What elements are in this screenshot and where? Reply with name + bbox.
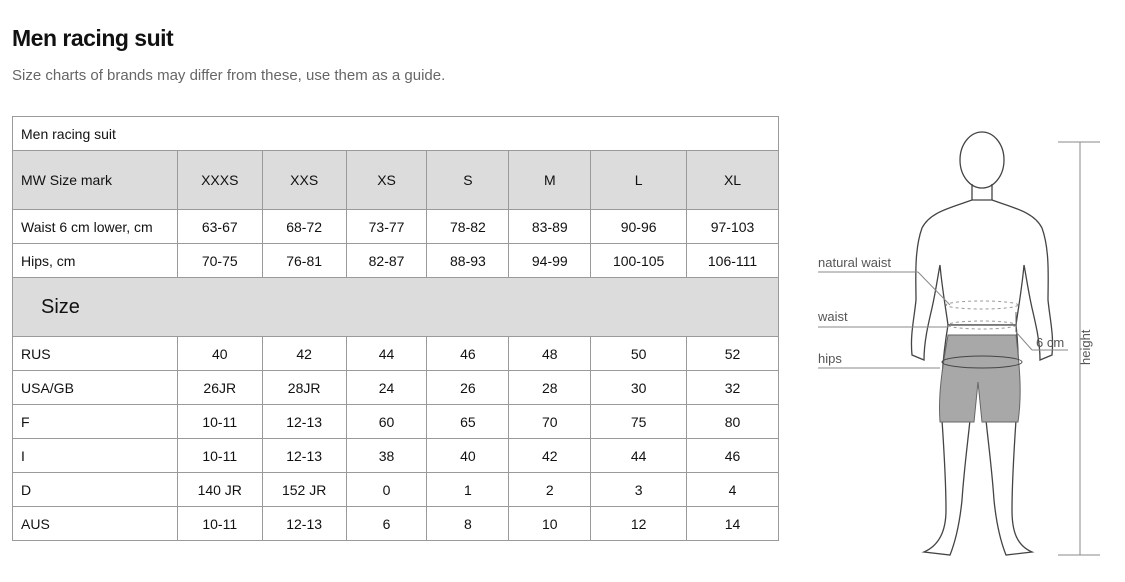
table-cell: 75 — [591, 405, 687, 439]
table-cell: 90-96 — [591, 210, 687, 244]
size-mark-cell: M — [509, 151, 591, 210]
table-cell: 0 — [346, 473, 427, 507]
table-cell: 46 — [427, 337, 509, 371]
table-cell: 8 — [427, 507, 509, 541]
size-mark-cell: XL — [687, 151, 779, 210]
table-cell: 44 — [591, 439, 687, 473]
table-row — [13, 473, 779, 507]
table-caption: Men racing suit — [13, 117, 779, 151]
table-cell: 50 — [591, 337, 687, 371]
table-cell: 24 — [346, 371, 427, 405]
body-measurement-figure — [800, 120, 1120, 580]
table-row — [13, 439, 779, 473]
table-cell: 2 — [509, 473, 591, 507]
table-cell: 6 — [346, 507, 427, 541]
table-cell: 97-103 — [687, 210, 779, 244]
table-cell: 82-87 — [346, 244, 427, 278]
table-row — [13, 337, 779, 371]
table-cell: 68-72 — [262, 210, 346, 244]
table-caption-row — [13, 117, 779, 151]
row-label: RUS — [13, 337, 178, 371]
row-label: F — [13, 405, 178, 439]
table-cell: 10-11 — [177, 439, 262, 473]
table-cell: 10-11 — [177, 405, 262, 439]
table-cell: 48 — [509, 337, 591, 371]
table-cell: 42 — [262, 337, 346, 371]
table-cell: 40 — [177, 337, 262, 371]
size-mark-header-label: MW Size mark — [13, 151, 178, 210]
table-cell: 78-82 — [427, 210, 509, 244]
hips-label: hips — [818, 351, 842, 366]
row-label: AUS — [13, 507, 178, 541]
size-chart-table — [12, 116, 779, 541]
table-cell: 76-81 — [262, 244, 346, 278]
table-cell: 70 — [509, 405, 591, 439]
table-cell: 60 — [346, 405, 427, 439]
table-cell: 70-75 — [177, 244, 262, 278]
size-mark-header-row — [13, 151, 779, 210]
size-mark-cell: L — [591, 151, 687, 210]
table-cell: 42 — [509, 439, 591, 473]
table-cell: 65 — [427, 405, 509, 439]
table-cell: 106-111 — [687, 244, 779, 278]
table-cell: 3 — [591, 473, 687, 507]
table-cell: 152 JR — [262, 473, 346, 507]
table-row — [13, 244, 779, 278]
table-cell: 12-13 — [262, 507, 346, 541]
table-cell: 26 — [427, 371, 509, 405]
table-cell: 38 — [346, 439, 427, 473]
table-cell: 44 — [346, 337, 427, 371]
table-cell: 12 — [591, 507, 687, 541]
size-mark-cell: XXXS — [177, 151, 262, 210]
table-cell: 28 — [509, 371, 591, 405]
page-subtitle: Size charts of brands may differ from these, use them as a guide. — [12, 67, 446, 84]
size-mark-cell: XS — [346, 151, 427, 210]
row-label: Waist 6 cm lower, cm — [13, 210, 178, 244]
table-cell: 30 — [591, 371, 687, 405]
table-cell: 10 — [509, 507, 591, 541]
table-row — [13, 210, 779, 244]
table-cell: 46 — [687, 439, 779, 473]
natural-waist-label: natural waist — [818, 255, 891, 270]
size-band-label: Size — [13, 278, 779, 337]
page-title: Men racing suit — [12, 25, 174, 51]
table-cell: 94-99 — [509, 244, 591, 278]
row-label: USA/GB — [13, 371, 178, 405]
table-cell: 14 — [687, 507, 779, 541]
table-cell: 10-11 — [177, 507, 262, 541]
offset-label: 6 cm — [1036, 335, 1065, 350]
size-band-row — [13, 278, 779, 337]
table-cell: 63-67 — [177, 210, 262, 244]
table-row — [13, 507, 779, 541]
size-mark-cell: S — [427, 151, 509, 210]
table-cell: 28JR — [262, 371, 346, 405]
table-cell: 80 — [687, 405, 779, 439]
racing-suit-shape — [939, 335, 1020, 422]
height-label: height — [1078, 329, 1093, 365]
table-cell: 52 — [687, 337, 779, 371]
table-cell: 40 — [427, 439, 509, 473]
table-cell: 32 — [687, 371, 779, 405]
table-cell: 4 — [687, 473, 779, 507]
table-row — [13, 405, 779, 439]
row-label: Hips, cm — [13, 244, 178, 278]
table-cell: 140 JR — [177, 473, 262, 507]
table-cell: 100-105 — [591, 244, 687, 278]
size-mark-cell: XXS — [262, 151, 346, 210]
table-cell: 26JR — [177, 371, 262, 405]
table-row — [13, 371, 779, 405]
table-cell: 12-13 — [262, 405, 346, 439]
row-label: D — [13, 473, 178, 507]
table-cell: 73-77 — [346, 210, 427, 244]
row-label: I — [13, 439, 178, 473]
table-cell: 83-89 — [509, 210, 591, 244]
table-cell: 1 — [427, 473, 509, 507]
table-cell: 12-13 — [262, 439, 346, 473]
table-cell: 88-93 — [427, 244, 509, 278]
waist-label: waist — [818, 309, 848, 324]
